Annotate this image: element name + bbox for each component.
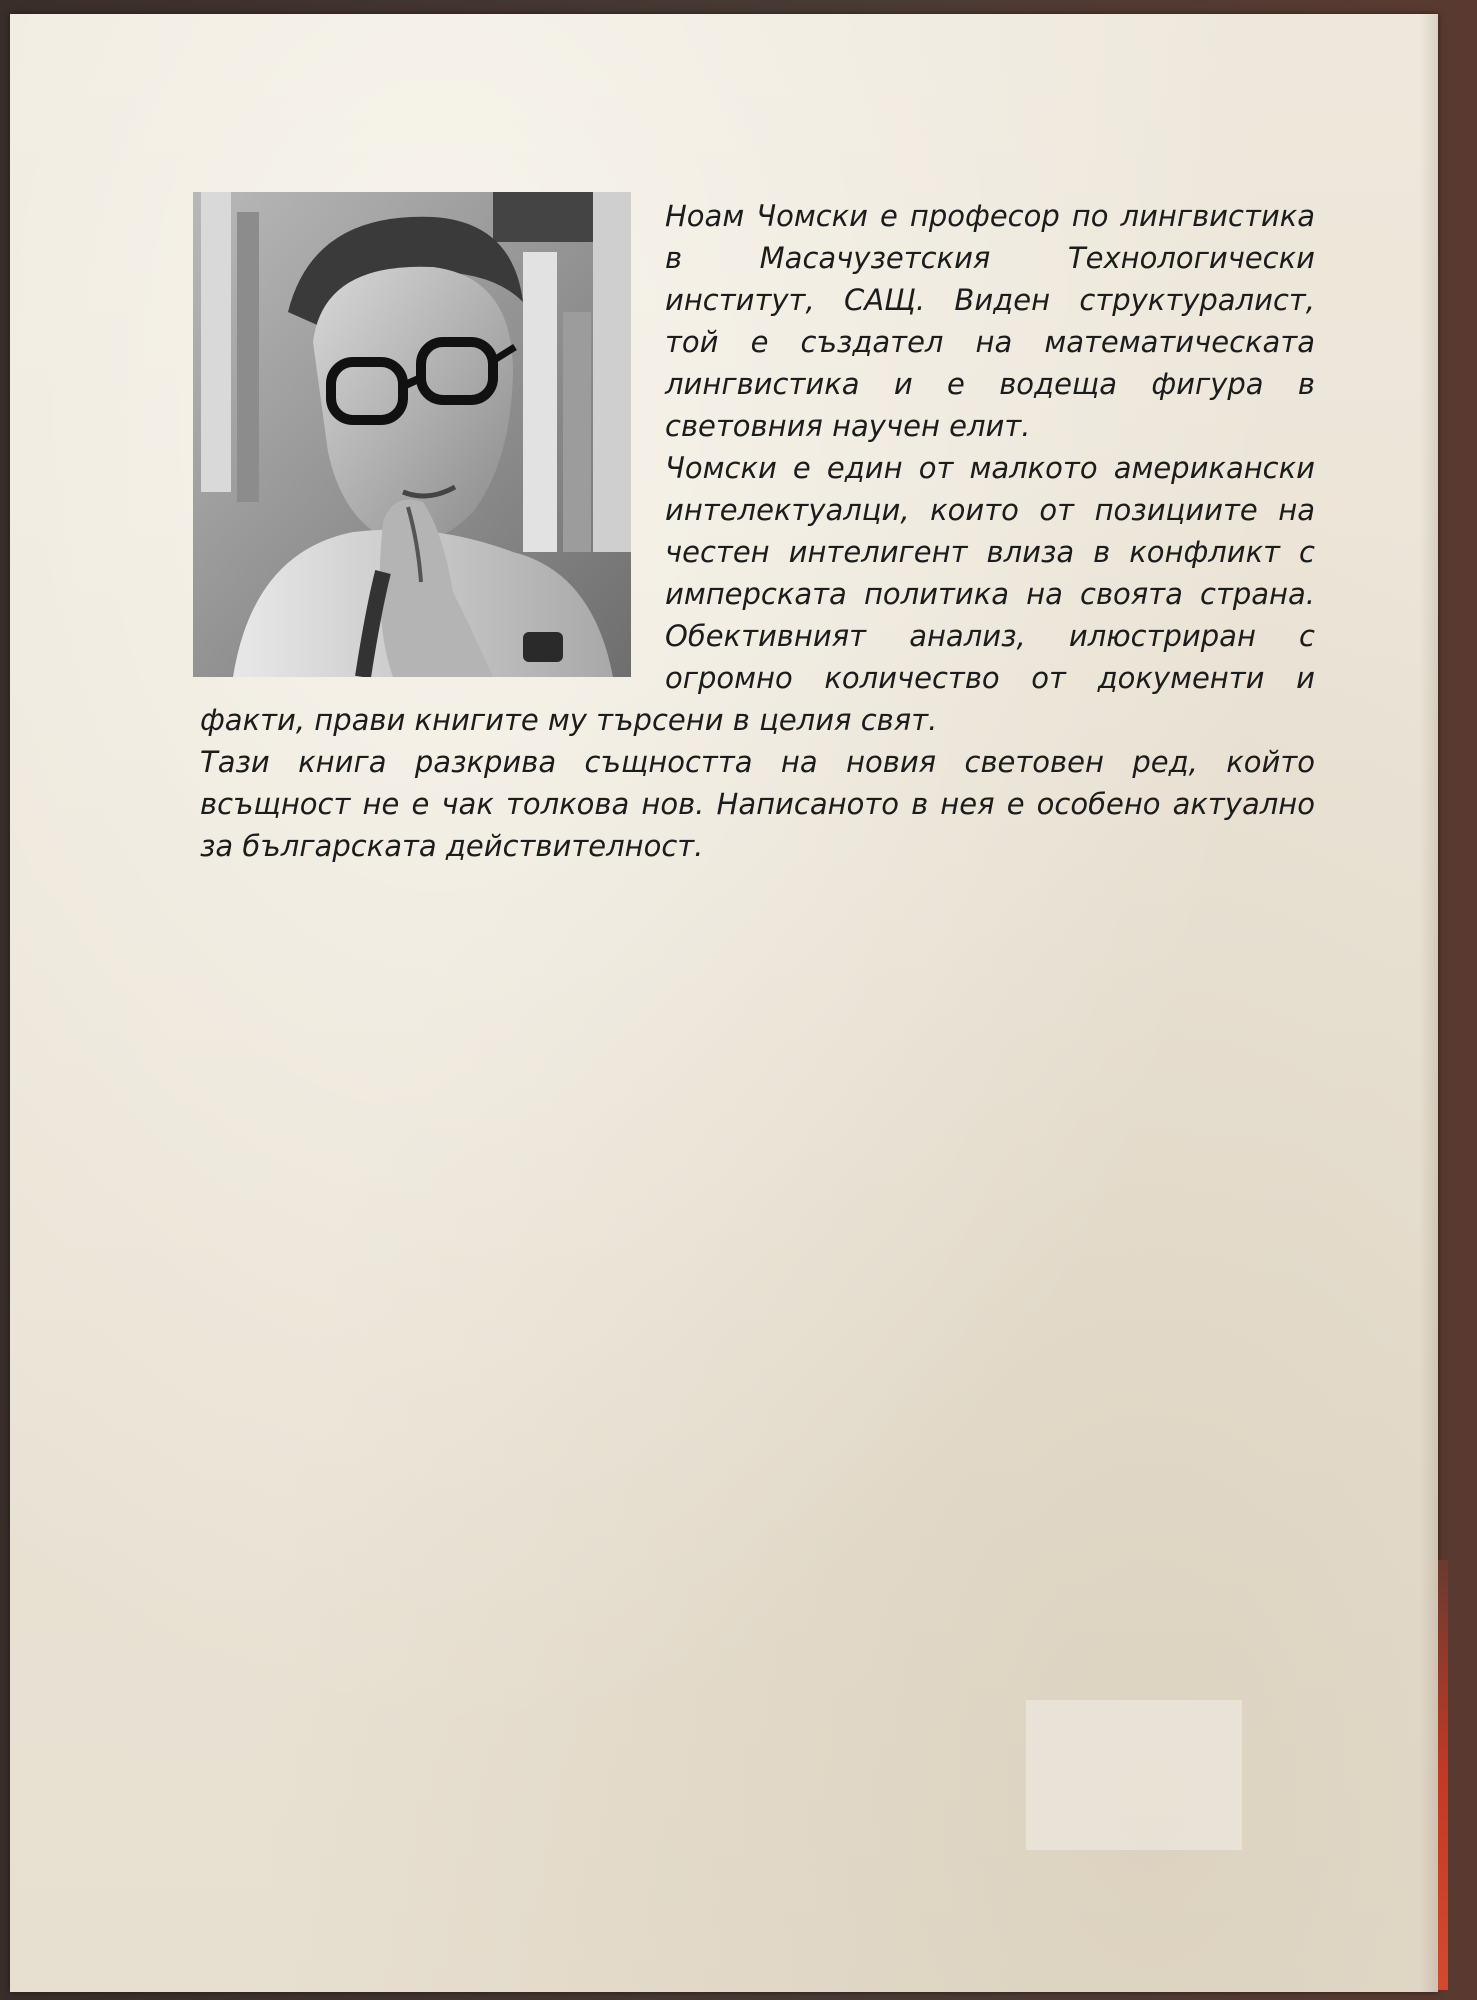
text-line-13: факти, прави книгите му търсени в целия свят. [200,703,938,737]
text-line-4: той е създател на математическата [665,325,1315,359]
text-line-2: в Масачузетския Технологически [665,241,1315,275]
text-line-9: честен интелигент влиза в конфликт с [665,535,1315,569]
text-line-10: имперската политика на своята страна. [665,577,1315,611]
text-line-8: интелектуалци, които от позициите на [665,493,1315,527]
book-back-cover [10,14,1438,1992]
author-description [10,14,1438,1992]
text-line-1: Ноам Чомски е професор по лингвистика [665,199,1315,233]
text-line-11: Обективният анализ, илюстриран с [665,619,1315,653]
book-red-edge [1438,1560,1448,1990]
text-line-15: всъщност не е чак толкова нов. Написаното в нея е особено актуално [200,787,1315,821]
text-line-7: Чомски е един от малкото американски [665,451,1315,485]
text-line-5: лингвистика и е водеща фигура в [665,367,1315,401]
text-line-3: институт, САЩ. Виден структуралист, [665,283,1315,317]
text-line-12: огромно количество от документи и [665,661,1315,695]
text-line-16: за българската действителност. [200,829,704,863]
text-line-6: световния научен елит. [665,409,1031,443]
text-line-14: Тази книга разкрива същността на новия световен ред, който [200,745,1315,779]
